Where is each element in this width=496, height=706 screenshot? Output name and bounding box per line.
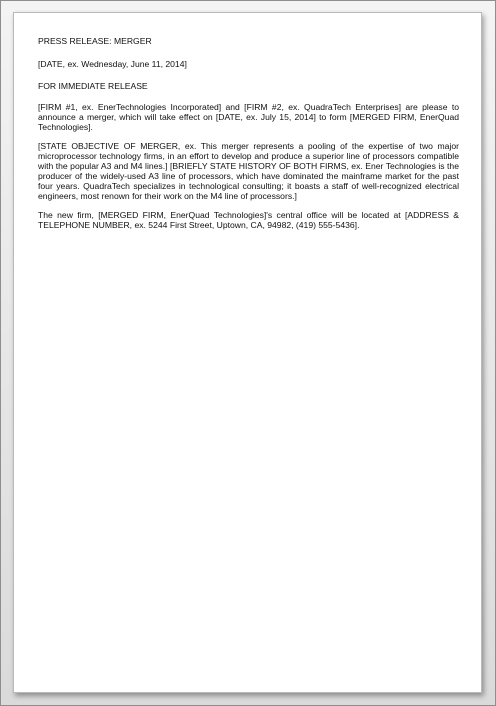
document-body (38, 36, 459, 230)
date-placeholder: [DATE, ex. Wednesday, June 11, 2014] (38, 59, 187, 69)
document-title: PRESS RELEASE: MERGER (38, 36, 152, 46)
release-notice: FOR IMMEDIATE RELEASE (38, 81, 148, 91)
location-paragraph: The new firm, [MERGED FIRM, EnerQuad Technologies]'s central office will be located at [ADDRESS & TELEPHONE NUMBER, ex. 5244 First Street, Uptown, CA, 94982, (419) 555-5436]. (38, 210, 459, 230)
announcement-paragraph: [FIRM #1, ex. EnerTechnologies Incorporated] and [FIRM #2, ex. QuadraTech Enterprises] are please to announce a merger, which will take effect on [DATE, ex. July 15, 2014] to form [MERGED FIRM, EnerQuad Technologies]. (38, 102, 459, 132)
document-page (13, 12, 482, 693)
objective-paragraph: [STATE OBJECTIVE OF MERGER, ex. This merger represents a pooling of the expertise of two major microprocessor technology firms, in an effort to develop and produce a superior line of processors compatible with the popular A3 and M4 lines.] [BRIEFLY STATE HISTORY OF BOTH FIRMS, ex. Ener Technologies is the producer of the widely-used A3 line of processors, which have dominated the mainframe market for the past four years. QuadraTech specializes in technological consulting; it boasts a staff of well-recognized electrical engineers, most renown for their work on the M4 line of processors.] (38, 141, 459, 201)
